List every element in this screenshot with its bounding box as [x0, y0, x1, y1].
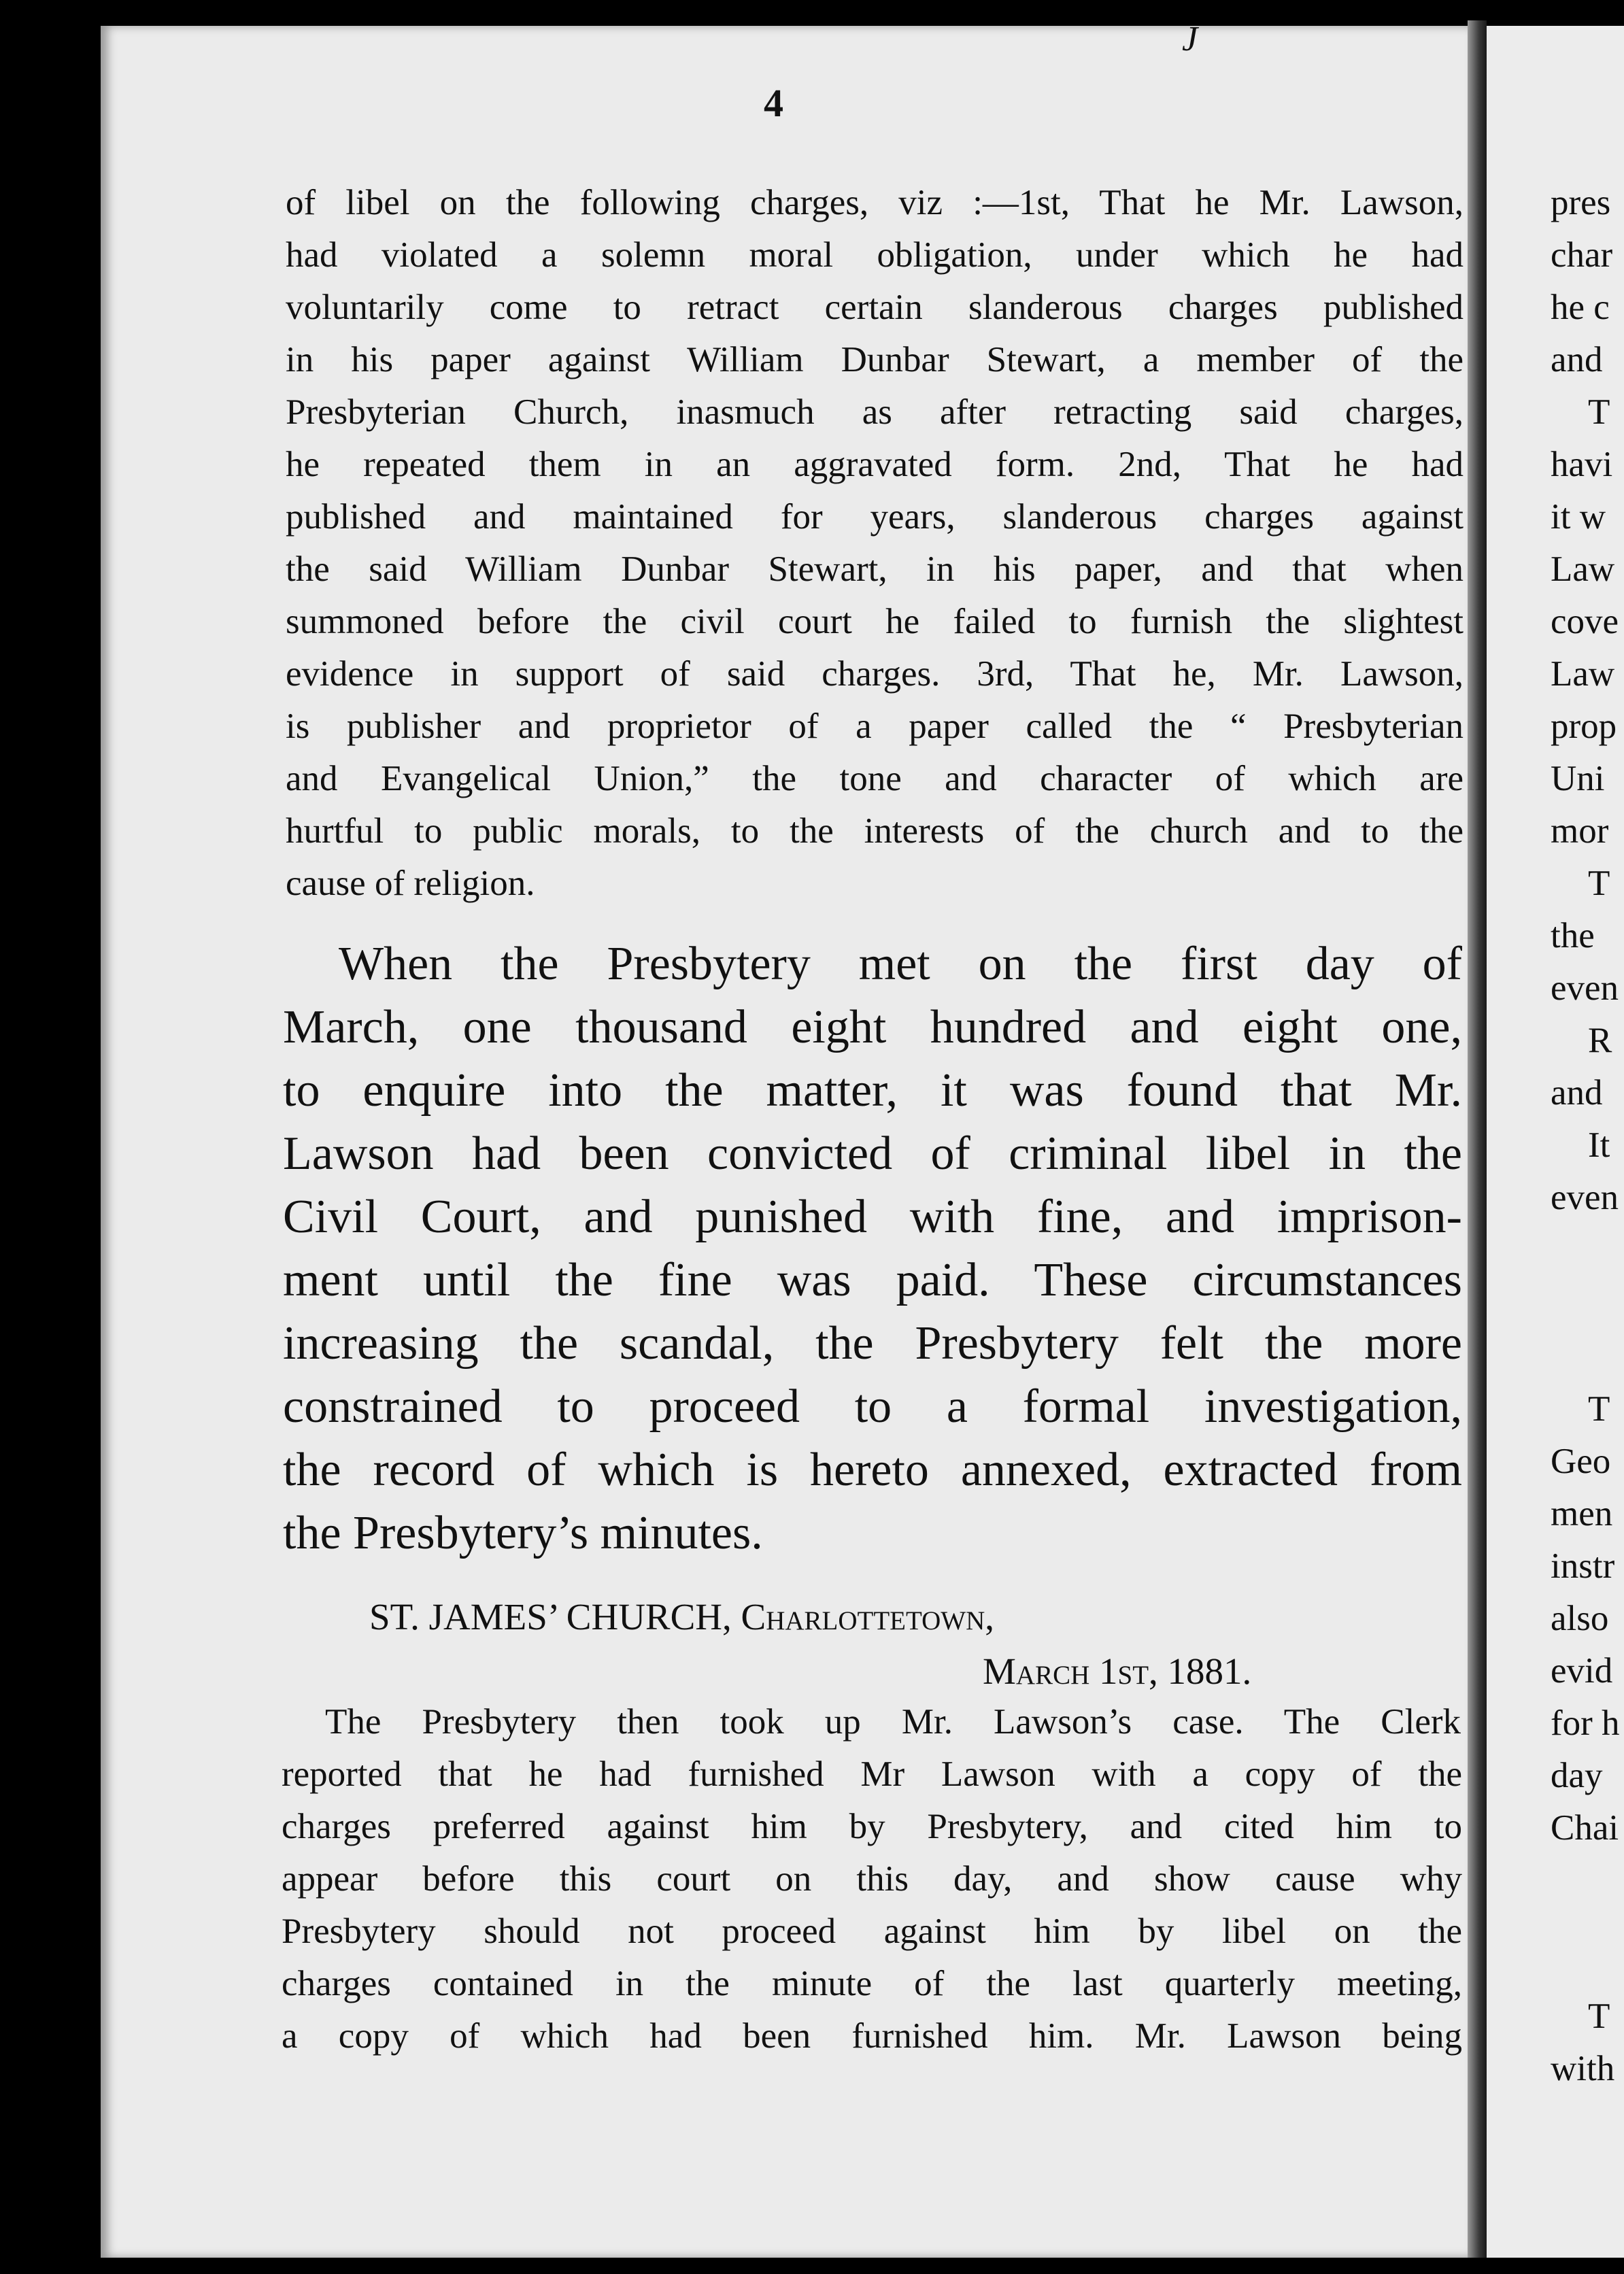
fragment: he c: [1551, 288, 1610, 327]
fragment: havi: [1551, 445, 1613, 484]
fragment: and: [1551, 340, 1603, 379]
fragment: it w: [1551, 497, 1606, 537]
church-name: ST. JAMES’ CHURCH,: [369, 1596, 732, 1637]
text-line: voluntarily come to retract certain slanderous charges published: [286, 288, 1464, 327]
fragment: evid: [1551, 1651, 1613, 1691]
fragment: pres: [1551, 183, 1611, 222]
book-page: [101, 20, 1468, 2258]
text-line: is publisher and proprietor of a paper called the “ Presbyterian: [286, 707, 1464, 746]
text-line: charges preferred against him by Presbytery, and cited him to: [282, 1807, 1462, 1846]
text-line: summoned before the civil court he failed to furnish the slightest: [286, 602, 1464, 641]
minutes-date: March 1st, 1881.: [983, 1650, 1252, 1692]
text-line: hurtful to public morals, to the interests of the church and to the: [286, 811, 1464, 851]
text-line: he repeated them in an aggravated form. 2nd, That he had: [286, 445, 1464, 484]
church-heading: [369, 1595, 994, 1638]
fragment: day: [1551, 1756, 1603, 1795]
fragment: T: [1588, 1997, 1610, 2036]
fragment: Uni: [1551, 759, 1605, 798]
fragment: Law: [1551, 549, 1615, 589]
text-line: the record of which is hereto annexed, extracted from: [283, 1444, 1462, 1496]
fragment: R: [1588, 1021, 1612, 1060]
town-name: Charlottetown,: [741, 1596, 995, 1637]
fragment: mor: [1551, 811, 1609, 851]
fragment: the: [1551, 916, 1595, 955]
fragment: for h: [1551, 1703, 1620, 1743]
text-line: Civil Court, and punished with fine, and imprison-: [283, 1191, 1462, 1243]
fragment: even: [1551, 968, 1619, 1008]
fragment: cove: [1551, 602, 1619, 641]
fragment: even: [1551, 1178, 1619, 1217]
text-line: evidence in support of said charges. 3rd, That he, Mr. Lawson,: [286, 654, 1464, 694]
fragment: T: [1588, 864, 1610, 903]
text-line: Presbyterian Church, inasmuch as after retracting said charges,: [286, 392, 1464, 432]
text-line: When the Presbytery met on the first day of: [339, 938, 1462, 990]
fragment: T: [1588, 392, 1610, 432]
fragment: instr: [1551, 1546, 1615, 1586]
text-line: increasing the scandal, the Presbytery felt the more: [283, 1317, 1462, 1370]
fragment: prop: [1551, 707, 1617, 746]
text-line: Presbytery should not proceed against him by libel on the: [282, 1912, 1462, 1951]
text-line-last: cause of religion.: [286, 864, 535, 903]
fragment: with: [1551, 2049, 1615, 2088]
text-line: constrained to proceed to a formal investigation,: [283, 1380, 1462, 1433]
corner-mark: J: [1182, 20, 1198, 58]
text-line: charges contained in the minute of the last quarterly meeting,: [282, 1964, 1462, 2003]
fragment: and: [1551, 1073, 1603, 1113]
text-line: in his paper against William Dunbar Stewart, a member of the: [286, 340, 1464, 379]
text-line: The Presbytery then took up Mr. Lawson’s case. The Clerk: [325, 1702, 1461, 1742]
text-line: reported that he had furnished Mr Lawson with a copy of the: [282, 1754, 1462, 1794]
fragment: men: [1551, 1494, 1613, 1533]
text-line: a copy of which had been furnished him. Mr. Lawson being: [282, 2016, 1462, 2056]
text-line: to enquire into the matter, it was found that Mr.: [283, 1064, 1462, 1117]
fragment: Geo: [1551, 1442, 1611, 1481]
fragment: char: [1551, 235, 1613, 275]
fragment: T: [1588, 1389, 1610, 1429]
page-gutter: [1468, 20, 1487, 2258]
text-line: the said William Dunbar Stewart, in his paper, and that when: [286, 549, 1464, 589]
text-line: Lawson had been convicted of criminal libel in the: [283, 1127, 1462, 1180]
page-number: 4: [764, 81, 783, 125]
text-line-last: the Presbytery’s minutes.: [283, 1507, 763, 1559]
text-line: of libel on the following charges, viz :—1st, That he Mr. Lawson,: [286, 183, 1464, 222]
fragment: Law: [1551, 654, 1615, 694]
text-line: ment until the fine was paid. These circumstances: [283, 1254, 1462, 1306]
text-line: published and maintained for years, slanderous charges against: [286, 497, 1464, 537]
text-line: and Evangelical Union,” the tone and character of which are: [286, 759, 1464, 798]
fragment: It: [1588, 1125, 1610, 1165]
text-line: had violated a solemn moral obligation, under which he had: [286, 235, 1464, 275]
text-line: March, one thousand eight hundred and eight one,: [283, 1001, 1462, 1053]
fragment: Chai: [1551, 1808, 1619, 1848]
text-line: appear before this court on this day, and show cause why: [282, 1859, 1462, 1899]
fragment: also: [1551, 1599, 1609, 1638]
